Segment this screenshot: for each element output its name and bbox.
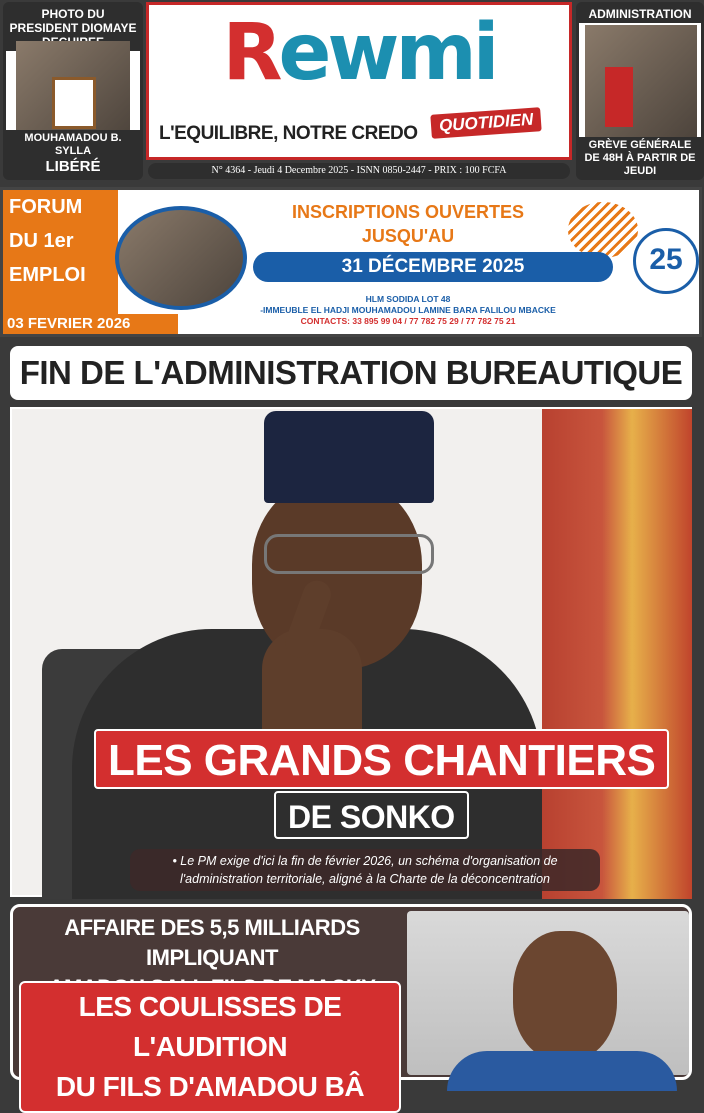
address-line2: -IMMEUBLE EL HADJI MOUHAMADOU LAMINE BARA FALILOU MBACKE xyxy=(260,305,556,315)
forum-title-block xyxy=(3,190,118,334)
portrait-frame xyxy=(52,77,96,129)
deadline-pill: 31 DÉCEMBRE 2025 xyxy=(253,252,613,282)
stripe-decoration xyxy=(568,202,638,258)
contacts-line: CONTACTS: 33 895 99 04 / 77 782 75 29 / 77 782 75 21 xyxy=(300,316,516,326)
bottom-title-line1: LES COULISSES DE L'AUDITION xyxy=(78,991,342,1062)
portrait-head xyxy=(513,931,617,1061)
red-scarf xyxy=(605,67,633,127)
teaser-left-footer xyxy=(6,130,140,177)
logo-initial: R xyxy=(222,8,279,98)
teaser-left-footer-line1: MOUHAMADOU B. SYLLA xyxy=(24,132,122,157)
story-blurb: • Le PM exige d'ici la fin de février 2026, un schéma d'organisation de l'administration territoriale, aligné à la Charte de la déconcentration xyxy=(130,849,600,891)
logo-box xyxy=(146,2,572,160)
issue-info: N° 4364 - Jeudi 4 Decembre 2025 - ISNN 0850-2447 - PRIX : 100 FCFA xyxy=(148,163,570,179)
tagline: L'EQUILIBRE, NOTRE CREDO xyxy=(159,123,418,144)
inscriptions-line: INSCRIPTIONS OUVERTES xyxy=(291,202,525,222)
story-title-line1[interactable]: LES GRANDS CHANTIERS xyxy=(94,729,669,789)
forum-line3: EMPLOI xyxy=(9,264,86,286)
bottom-kicker-line1: AFFAIRE DES 5,5 MILLIARDS IMPLIQUANT xyxy=(64,915,360,970)
forum-line1: FORUM xyxy=(9,196,83,218)
logo-rest: ewmi xyxy=(278,8,496,98)
forum-ad-banner[interactable] xyxy=(0,187,702,337)
headline-banner xyxy=(10,346,692,400)
teaser-right-header: ADMINISTRATION xyxy=(579,5,701,23)
teaser-left-header: PHOTO DU PRESIDENT DIOMAYE xyxy=(6,5,140,51)
teaser-left-photo xyxy=(16,41,130,137)
teaser-left[interactable] xyxy=(3,2,143,180)
jusquau-line: JUSQU'AU xyxy=(361,226,455,246)
forum-date: 03 FEVRIER 2026 xyxy=(3,314,178,334)
glasses-icon xyxy=(264,534,434,574)
backdrop-artwork xyxy=(542,409,692,899)
story-title-line2[interactable]: DE SONKO xyxy=(274,791,469,839)
bottom-story[interactable] xyxy=(10,904,692,1102)
bottom-title[interactable] xyxy=(19,981,401,1113)
cap-icon xyxy=(264,411,434,503)
anniversary-25-logo: 25 xyxy=(633,228,699,294)
teaser-right-photo xyxy=(585,25,697,137)
address-block xyxy=(193,294,623,327)
teaser-left-footer-line2: LIBÉRÉ xyxy=(45,158,101,175)
bottom-story-photo xyxy=(407,911,689,1075)
forum-line2: DU 1er xyxy=(9,230,74,252)
quotidien-badge: QUOTIDIEN xyxy=(430,107,542,139)
bottom-title-line2: DU FILS D'AMADOU BÂ xyxy=(55,1071,365,1102)
portrait-shirt xyxy=(447,1051,677,1091)
inscriptions-text xyxy=(238,200,578,248)
teaser-right-footer: GRÈVE GÉNÉRALE DE 48H À PARTIR DE JEUDI xyxy=(579,137,701,177)
main-story-photo[interactable] xyxy=(10,407,692,897)
teaser-right[interactable] xyxy=(576,2,704,180)
masthead xyxy=(0,0,702,185)
address-line1: HLM SODIDA LOT 48 xyxy=(365,294,451,304)
main-headline[interactable]: FIN DE L'ADMINISTRATION BUREAUTIQUE xyxy=(19,354,683,391)
newspaper-logo[interactable] xyxy=(149,8,569,98)
